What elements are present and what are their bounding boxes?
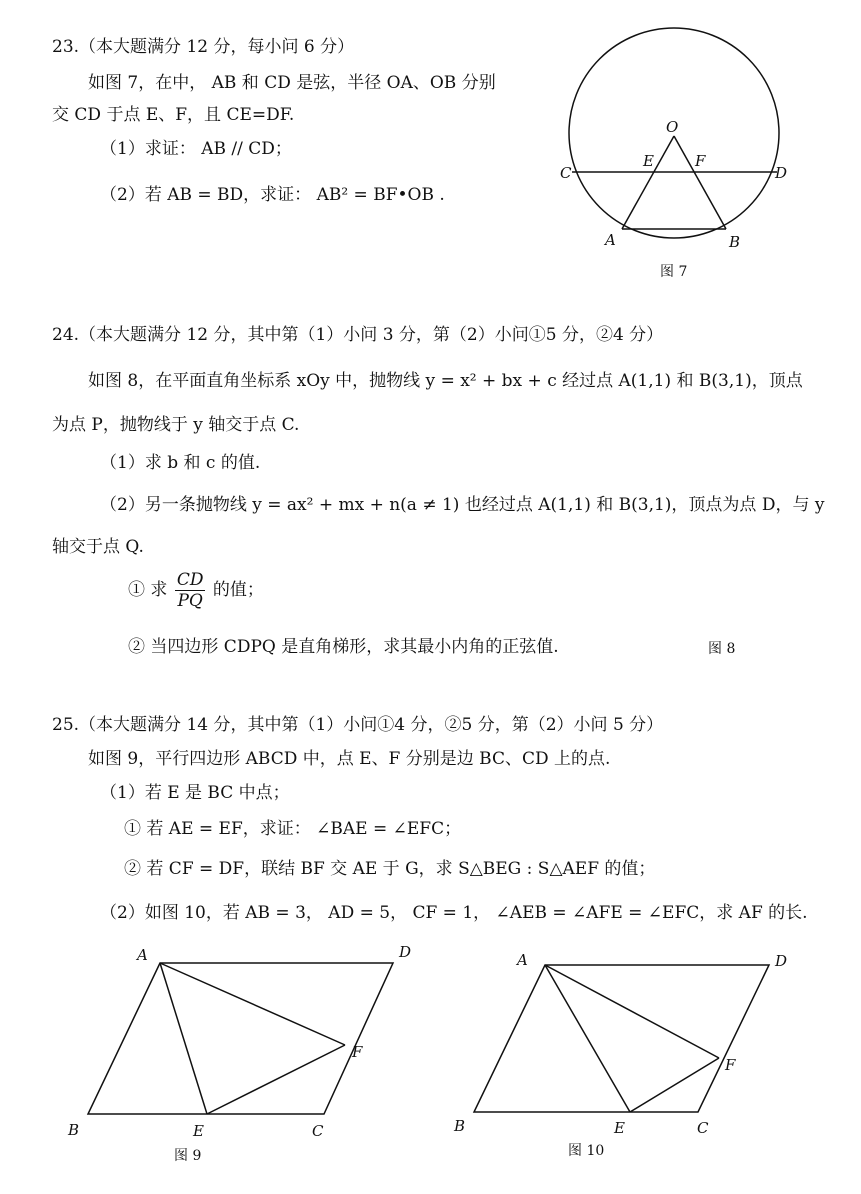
fig7-label-o: O [666,118,679,136]
q24-sub1-suffix: 的值； [212,580,264,600]
q23-part2: （2）若 AB = BD，求证： AB² = BF•OB . [100,185,445,205]
q24-statement-line1: 如图 8，在平面直角坐标系 xOy 中，抛物线 y = x² + bx + c 经过点 A(1,1) 和 B(3,1)，顶点 [88,371,803,391]
q24-statement-line2: 为点 P，抛物线于 y 轴交于点 C. [52,415,300,435]
q24-fraction-numerator: CD [176,570,204,590]
q23-statement-line2: 交 CD 于点 E、F，且 CE=DF. [52,105,295,125]
q25-statement-line1: 如图 9，平行四边形 ABCD 中，点 E、F 分别是边 BC、CD 上的点. [88,749,611,769]
q25-sub1: ① 若 AE = EF，求证： ∠BAE = ∠EFC； [124,819,462,839]
q25-header: 25.（本大题满分 14 分，其中第（1）小问①4 分，②5 分，第（2）小问 5 分） [52,715,664,735]
q24-part1: （1）求 b 和 c 的值. [100,453,261,473]
fig10-label-b: B [454,1117,466,1135]
q25-part2: （2）如图 10，若 AB = 3， AD = 5， CF = 1， ∠AEB = ∠AFE = ∠EFC，求 AF 的长. [100,903,808,923]
fig10-label-f: F [725,1056,736,1074]
q25-sub2: ② 若 CF = DF，联结 BF 交 AE 于 G，求 S△BEG : S△AEF 的值； [124,859,656,879]
fig9-label-c: C [312,1122,324,1140]
fig8-caption: 图 8 [708,641,736,657]
q24-part2-line2: 轴交于点 Q. [52,537,144,557]
q23-part1: （1）求证： AB // CD； [100,139,292,159]
fig9-label-a: A [137,946,148,964]
fig7-caption: 图 7 [660,264,688,280]
q23-header: 23.（本大题满分 12 分，每小问 6 分） [52,37,355,57]
fig9-label-f: F [352,1043,363,1061]
q25-part1: （1）若 E 是 BC 中点； [100,783,290,803]
q24-fraction-denominator: PQ [177,591,203,611]
fig9-label-d: D [399,943,412,961]
q23-statement-line1: 如图 7，在中， AB 和 CD 是弦，半径 OA、OB 分别 [88,73,496,93]
fig7-label-c: C [560,164,572,182]
fig10-caption: 图 10 [568,1143,605,1159]
fig10-parallelogram [474,965,769,1112]
fig7-label-d: D [775,164,788,182]
fig10-label-a: A [517,951,528,969]
fig7-label-b: B [729,233,741,251]
fig10-label-c: C [697,1119,709,1137]
q24-sub1-prefix: ① 求 [128,580,168,600]
fig7-label-f: F [695,152,706,170]
fig10-label-e: E [614,1119,625,1137]
fig10-segment-ef [630,1058,719,1112]
fig9-caption: 图 9 [174,1148,202,1164]
fig7-label-a: A [605,231,616,249]
fig9-label-e: E [193,1122,204,1140]
q24-part2-line1: （2）另一条抛物线 y = ax² + mx + n(a ≠ 1) 也经过点 A(1,1) 和 B(3,1)，顶点为点 D，与 y [100,495,825,515]
fig7-label-e: E [643,152,654,170]
q24-sub2: ② 当四边形 CDPQ 是直角梯形，求其最小内角的正弦值. [128,637,559,657]
fig10-label-d: D [775,952,788,970]
q24-header: 24.（本大题满分 12 分，其中第（1）小问 3 分，第（2）小问①5 分，②4 分） [52,325,664,345]
fig9-label-b: B [68,1121,80,1139]
